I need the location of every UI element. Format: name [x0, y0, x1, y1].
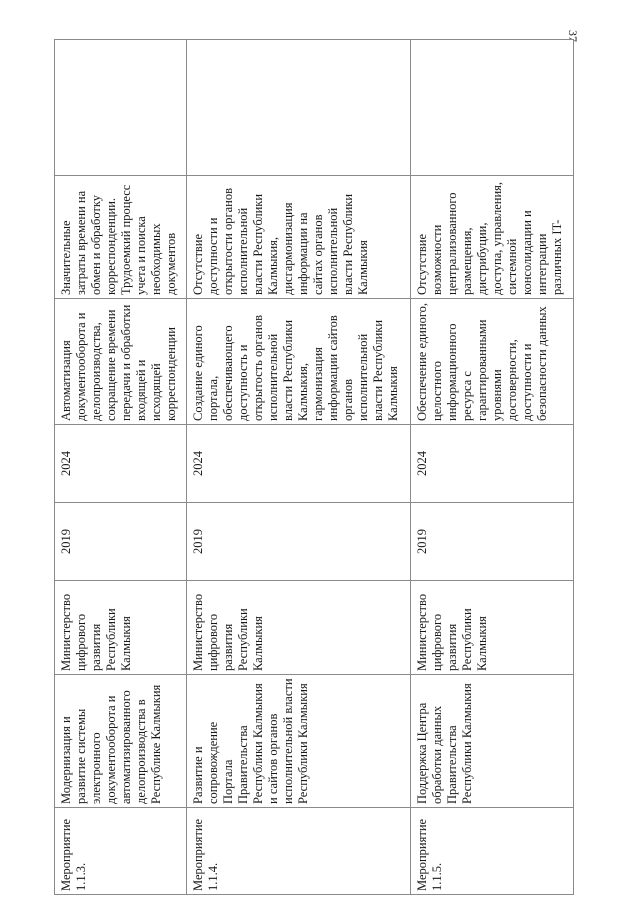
- note-cell: [55, 40, 187, 176]
- measure-number-cell: Мероприятие 1.1.3.: [55, 808, 187, 895]
- expected-result-cell: Автоматизация документооборота и делопроизводства, сокращение времени передачи и обработки входящей и исходящей корреспонденции: [55, 299, 187, 425]
- expected-result-cell: Создание единого портала, обеспечивающего доступность и открытость органов исполнительной власти Республики Калмыкия, гармонизация информации сайтов органов исполнительной власти Республики Калмыкия: [187, 299, 411, 425]
- page-number: 37: [566, 30, 580, 42]
- consequences-cell: Отсутствие возможности централизованного размещения, дистрибуции, доступа, управления, системной консолидации и интеграции различных IT-: [411, 176, 574, 299]
- note-cell: [411, 40, 574, 176]
- executor-cell: Министерство цифрового развития Республики Калмыкия: [55, 581, 187, 675]
- start-year-cell: 2019: [187, 503, 411, 581]
- measure-description-cell: Модернизация и развитие системы электронного документооборота и автоматизированного делопроизводства в Республике Калмыкия: [55, 675, 187, 808]
- table-row: [55, 40, 187, 895]
- start-year-cell: 2019: [55, 503, 187, 581]
- table-row: [411, 40, 574, 895]
- consequences-cell: Отсутствие доступности и открытости органов исполнительной власти Республики Калмыкия, дисгармонизация информации на сайтах органов исполнительной власти Республики Калмыкия: [187, 176, 411, 299]
- note-cell: [187, 40, 411, 176]
- consequences-cell: Значительные затраты времени на обмен и обработку корреспонденции. Трудоемкий процесс учета и поиска необходимых документов: [55, 176, 187, 299]
- executor-cell: Министерство цифрового развития Республики Калмыкия: [411, 581, 574, 675]
- end-year-cell: 2024: [411, 425, 574, 503]
- end-year-cell: 2024: [55, 425, 187, 503]
- measures-table: [54, 39, 574, 895]
- measure-number-cell: Мероприятие 1.1.4.: [187, 808, 411, 895]
- table-row: [187, 40, 411, 895]
- measure-description-cell: Поддержка Центра обработки данных Правительства Республики Калмыкия: [411, 675, 574, 808]
- measures-table-container: [54, 40, 574, 895]
- measure-description-cell: Развитие и сопровождение Портала Правительства Республики Калмыкия и сайтов органов исполнительной власти Республики Калмыкия: [187, 675, 411, 808]
- measure-number-cell: Мероприятие 1.1.5.: [411, 808, 574, 895]
- start-year-cell: 2019: [411, 503, 574, 581]
- executor-cell: Министерство цифрового развития Республики Калмыкия: [187, 581, 411, 675]
- end-year-cell: 2024: [187, 425, 411, 503]
- expected-result-cell: Обеспечение единого, целостного информационного ресурса с гарантированными уровнями достоверности, доступности и безопасности данных: [411, 299, 574, 425]
